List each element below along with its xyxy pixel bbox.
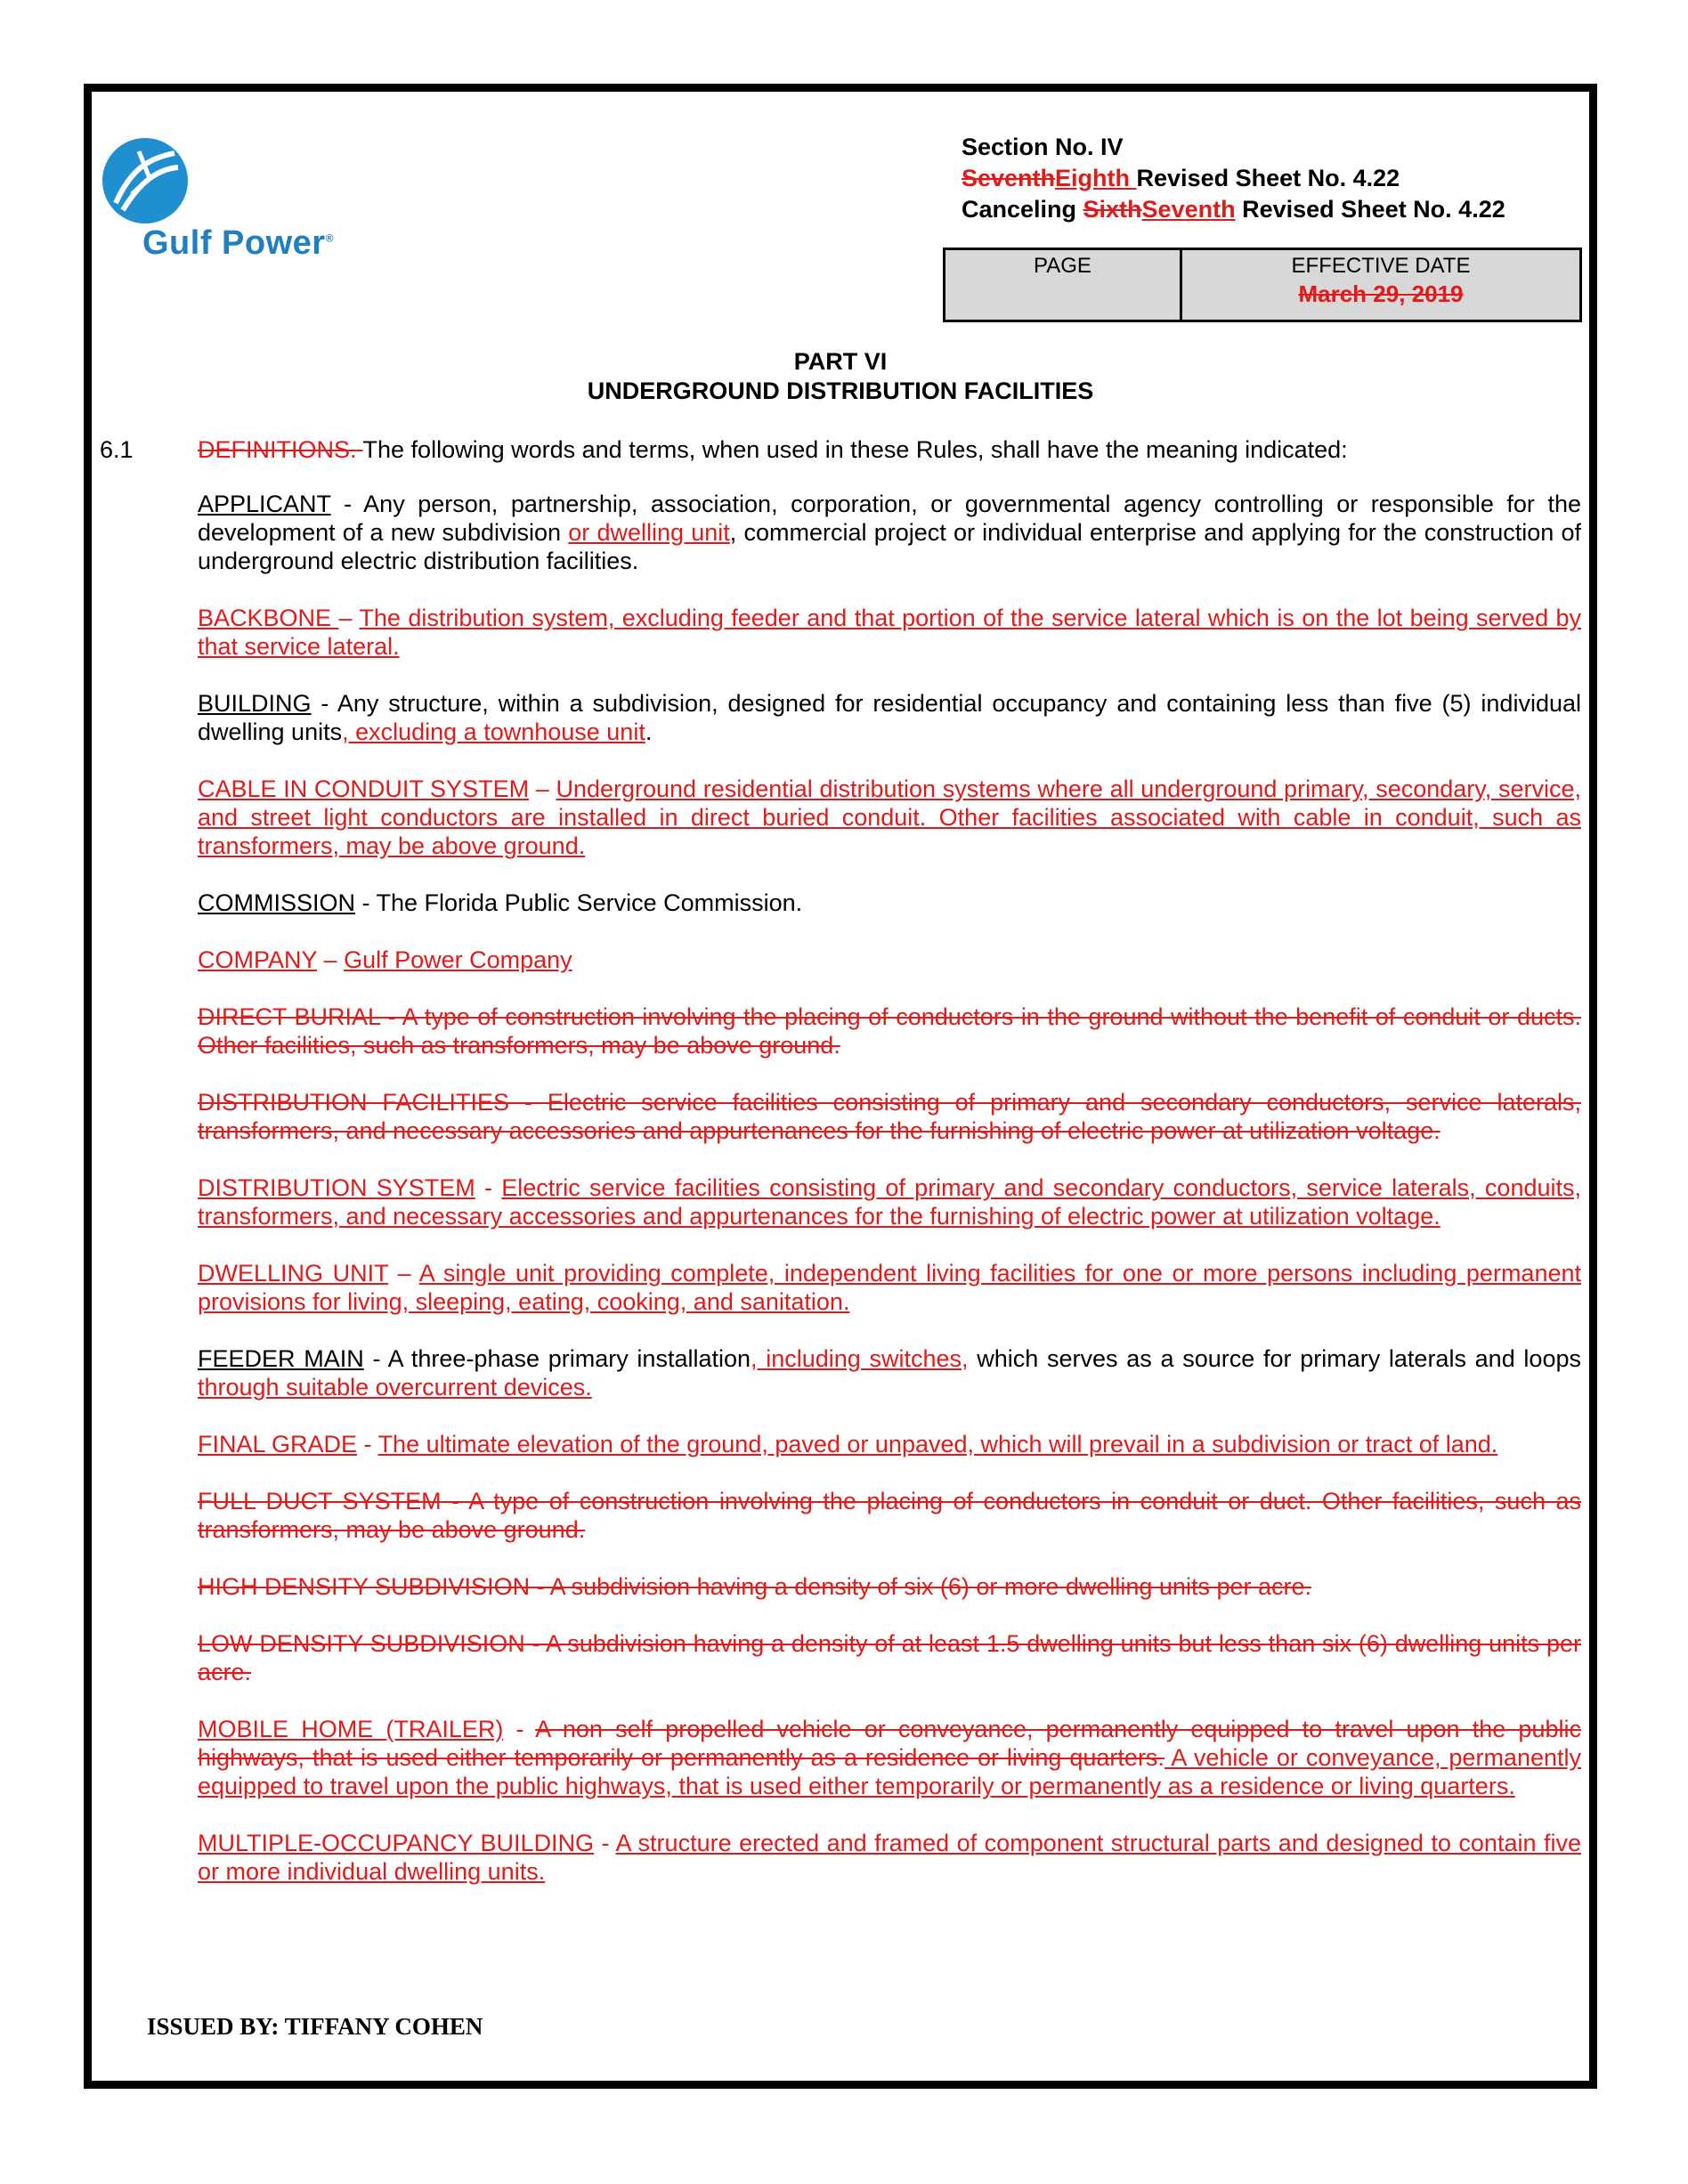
definition-backbone: BACKBONE – The distribution system, excluding feeder and that portion of the service lateral which is on the lot being served by that service lateral.	[198, 605, 1582, 660]
part-number: PART VI	[793, 348, 888, 375]
part-title	[84, 347, 1597, 406]
definition-applicant: APPLICANT - Any person, partnership, association, corporation, or governmental agency controlling or responsible for the development of a new subdivision or dwelling unit, commercial project or individual enterprise and applying for the construction of underground electric distribution facilities.	[198, 491, 1581, 574]
definition-full-duct-system: FULL DUCT SYSTEM - A type of construction involving the placing of conductors in conduit or duct. Other facilities, such as transformers, may be above ground.	[198, 1488, 1581, 1543]
sheet-header	[962, 132, 1505, 225]
definition-mobile-home: MOBILE HOME (TRAILER) - A non self propelled vehicle or conveyance, permanently equipped to travel upon the public highways, that is used either temporarily or permanently as a residence or living quarters. A vehicle or conveyance, permanently equipped to travel upon the public highways, that is used either temporarily or permanently as a residence or living quarters.	[198, 1716, 1581, 1799]
part-name: UNDERGROUND DISTRIBUTION FACILITIES	[587, 378, 1094, 404]
gulf-power-mark-icon	[96, 132, 194, 230]
effective-date-label: EFFECTIVE DATE	[1291, 254, 1471, 278]
definition-low-density: LOW DENSITY SUBDIVISION - A subdivision having a density of at least 1.5 dwelling units but less than six (6) dwelling units per acre.	[198, 1630, 1581, 1685]
effective-date-cell	[1182, 250, 1579, 320]
definition-final-grade: FINAL GRADE - The ultimate elevation of the ground, paved or unpaved, which will prevail in a subdivision or tract of land.	[198, 1431, 1498, 1457]
effective-date-struck: March 29, 2019	[1298, 280, 1464, 307]
definition-multiple-occupancy: MULTIPLE-OCCUPANCY BUILDING - A structure erected and framed of component structural parts and designed to contain five or more individual dwelling units.	[198, 1830, 1581, 1885]
issued-by: ISSUED BY: TIFFANY COHEN	[147, 2013, 483, 2040]
page-date-box	[943, 248, 1582, 322]
section-6-1-number: 6.1	[100, 436, 134, 463]
gulf-power-wordmark: Gulf Power®	[142, 224, 334, 262]
definition-direct-burial: DIRECT BURIAL - A type of construction involving the placing of conductors in the ground without the benefit of conduit or ducts. Other facilities, such as transformers, may be above ground.	[198, 1003, 1581, 1059]
definition-commission: COMMISSION - The Florida Public Service Commission.	[198, 889, 803, 916]
definition-distribution-system: DISTRIBUTION SYSTEM - Electric service facilities consisting of primary and secondary conductors, service laterals, conduits, transformers, and necessary accessories and appurtenances for the furnishing of electric power at utilization voltage.	[198, 1174, 1581, 1230]
definition-high-density: HIGH DENSITY SUBDIVISION - A subdivision having a density of six (6) or more dwelling units per acre.	[198, 1573, 1311, 1600]
section-number: Section No. IV	[962, 134, 1124, 160]
definition-feeder-main: FEEDER MAIN - A three-phase primary installation, including switches, which serves as a source for primary laterals and loops through suitable overcurrent devices.	[198, 1345, 1581, 1401]
definition-company: COMPANY – Gulf Power Company	[198, 946, 572, 973]
page-label: PAGE	[945, 250, 1182, 320]
definition-dwelling-unit: DWELLING UNIT – A single unit providing complete, independent living facilities for one or more persons including permanent provisions for living, sleeping, eating, cooking, and sanitation.	[198, 1260, 1581, 1315]
definition-distribution-facilities: DISTRIBUTION FACILITIES - Electric service facilities consisting of primary and secondary conductors, service laterals, transformers, and necessary accessories and appurtenances for the furnishing of electric power at utilization voltage.	[198, 1089, 1582, 1144]
section-intro: DEFINITIONS. The following words and terms, when used in these Rules, shall have the meaning indicated:	[198, 436, 1348, 463]
definitions-list	[198, 490, 1581, 1914]
definition-building: BUILDING - Any structure, within a subdivision, designed for residential occupancy and containing less than five (5) individual dwelling units, excluding a townhouse unit.	[198, 690, 1581, 745]
canceling-sheet-line: Canceling SixthSeventh Revised Sheet No. 4.22	[962, 196, 1505, 223]
revised-sheet-line: SeventhEighth Revised Sheet No. 4.22	[962, 165, 1400, 191]
definition-cable-in-conduit: CABLE IN CONDUIT SYSTEM – Underground residential distribution systems where all underground primary, secondary, service, and street light conductors are installed in direct buried conduit. Other facilities associated with cable in conduit, such as transformers, may be above ground.	[198, 775, 1581, 859]
